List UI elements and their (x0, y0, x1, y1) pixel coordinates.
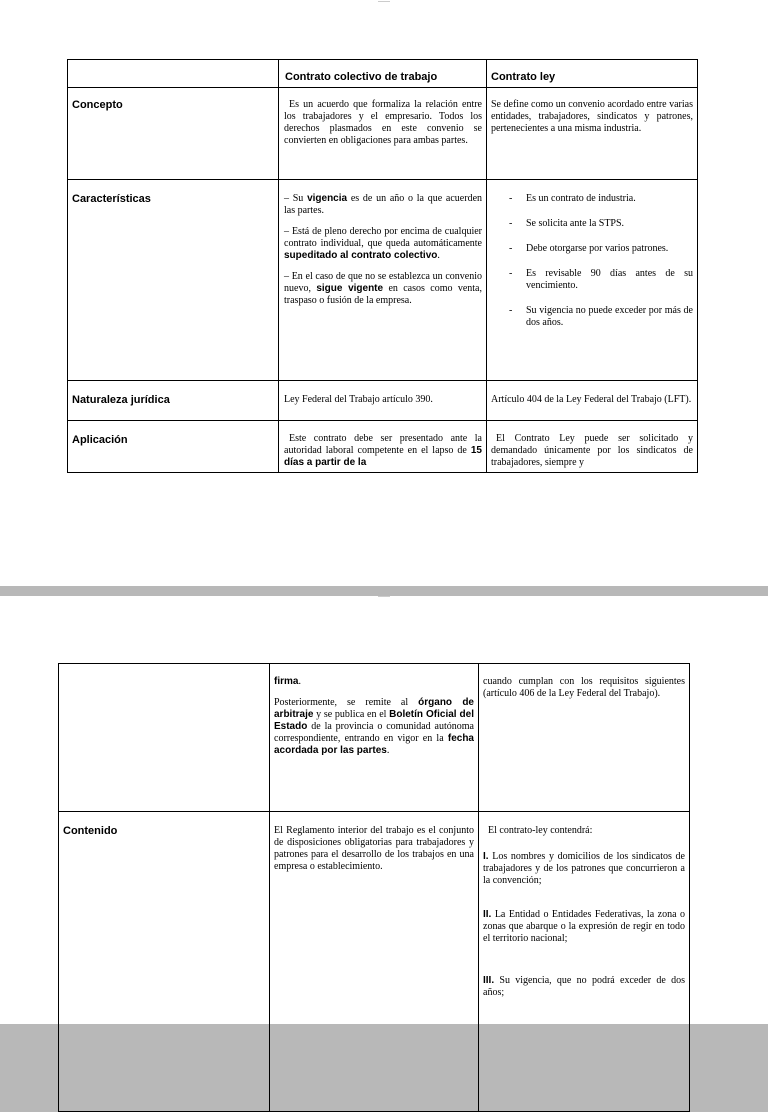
header-mark (378, 1, 390, 2)
row-label-contenido: Contenido (59, 812, 270, 1112)
ley-item: - Su vigencia no puede exceder por más de dos años. (487, 305, 697, 329)
row-label-naturaleza: Naturaleza jurídica (68, 381, 279, 421)
page-2 (0, 596, 768, 1024)
ley-item: - Se solicita ante la STPS. (487, 218, 697, 230)
caracteristica-sigue-vigente: – En el caso de que no se establezca un convenio nuevo, sigue vigente en casos como venta, traspaso o fusión de la empresa. (284, 271, 482, 306)
caracteristicas-ley (487, 180, 698, 381)
row-label-concepto: Concepto (68, 88, 279, 180)
concepto-colectivo: Es un acuerdo que formaliza la relación entre los trabajadores y el empresario. Todos los derechos plasmados en este convenio se convierten en obligaciones para ambas partes. (279, 88, 487, 180)
caracteristica-vigencia: – Su vigencia es de un año o la que acuerden las partes. (284, 193, 483, 216)
row-label-caracteristicas: Características (68, 180, 279, 381)
caracteristicas-ley-list (487, 193, 697, 329)
contenido-ley (479, 812, 690, 1112)
aplicacion-ley-continued: cuando cumplan con los requisitos siguientes (artículo 406 de la Ley Federal del Trabajo). (479, 664, 690, 812)
caracteristicas-colectivo (279, 180, 487, 381)
header-empty-cell (68, 60, 279, 88)
header-ley: Contrato ley (487, 60, 698, 88)
ley-item: - Es un contrato de industria. (487, 193, 697, 205)
contenido-intro: El contrato-ley contendrá: (488, 825, 593, 836)
continuation-empty-cell (59, 664, 270, 812)
contenido-item: I. Los nombres y domicilios de los sindicatos de trabajadores y de los patrones que concurrieron a la convención; (483, 851, 685, 886)
header-row (68, 60, 698, 88)
caracteristica-supeditado: – Está de pleno derecho por encima de cualquier contrato individual, que queda automáticamente supeditado al contrato colectivo. (284, 226, 482, 261)
contenido-item: III. Su vigencia, que no podrá exceder de dos años; (483, 975, 685, 998)
row-label-aplicacion: Aplicación (68, 421, 279, 473)
row-concepto (68, 88, 698, 180)
row-naturaleza (68, 381, 698, 421)
concepto-ley: Se define como un convenio acordado entre varias entidades, trabajadores, sindicatos y patrones, pertenecientes a una misma industria. (487, 88, 698, 180)
contenido-colectivo: El Reglamento interior del trabajo es el conjunto de disposiciones obligatorias para trabajadores y patrones para el desarrollo de los trabajos en una empresa o establecimiento. (270, 812, 479, 1112)
aplicacion-ley: El Contrato Ley puede ser solicitado y demandado únicamente por los sindicatos de trabajadores, siempre y (487, 421, 698, 473)
comparison-table-continued (58, 663, 690, 1112)
comparison-table (67, 59, 698, 473)
row-caracteristicas (68, 180, 698, 381)
contenido-item: II. La Entidad o Entidades Federativas, la zona o zonas que abarque o la expresión de regir en todo el territorio nacional; (483, 909, 685, 944)
aplicacion-colectivo-continued: firma. Posteriormente, se remite al órgano de arbitraje y se publica en el Boletín Oficial del Estado de la provincia o comunidad autónoma correspondiente, entrando en vigor en la fecha acordada por las partes. (270, 664, 479, 812)
ley-item: - Debe otorgarse por varios patrones. (487, 243, 697, 255)
row-aplicacion (68, 421, 698, 473)
row-contenido (59, 812, 690, 1112)
naturaleza-colectivo: Ley Federal del Trabajo artículo 390. (279, 381, 487, 421)
header-mark (378, 596, 390, 597)
row-aplicacion-continued (59, 664, 690, 812)
header-colectivo: Contrato colectivo de trabajo (279, 60, 487, 88)
aplicacion-colectivo: Este contrato debe ser presentado ante la autoridad laboral competente en el lapso de 15 días a partir de la (279, 421, 487, 473)
naturaleza-ley: Artículo 404 de la Ley Federal del Trabajo (LFT). (487, 381, 698, 421)
ley-item: - Es revisable 90 días antes de su vencimiento. (487, 268, 697, 292)
